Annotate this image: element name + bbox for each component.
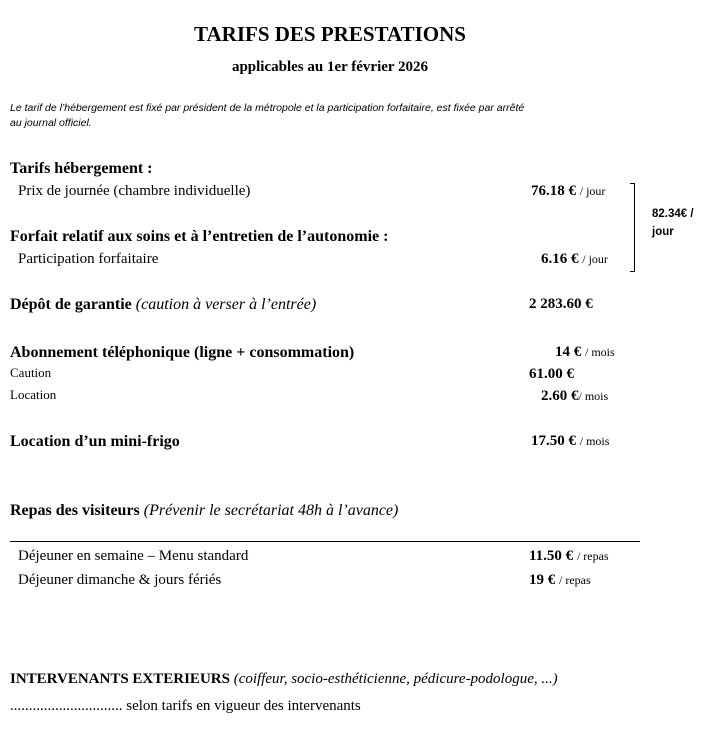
location-price — [541, 388, 608, 405]
repas-item-label: Déjeuner en semaine – Menu standard — [18, 548, 249, 564]
total-line-1: 82.34€ / — [652, 208, 694, 220]
telephone-heading: Abonnement téléphonique (ligne + consommation) — [10, 344, 355, 361]
depot-note: (caution à verser à l’entrée) — [135, 296, 317, 313]
intervenants-heading: INTERVENANTS EXTERIEURS — [10, 671, 230, 687]
participation-price — [541, 251, 608, 268]
prix-journee-value: 76.18 € — [531, 183, 576, 199]
telephone-price — [555, 344, 615, 361]
telephone-unit: / mois — [585, 345, 615, 359]
prix-journee-label: Prix de journée (chambre individuelle) — [18, 183, 251, 199]
repas-item-price — [529, 572, 591, 589]
depot-price: 2 283.60 € — [529, 296, 593, 312]
intervenants-note: (coiffeur, socio-esthéticienne, pédicure-podologue, ...) — [233, 671, 558, 687]
hebergement-heading: Tarifs hébergement : — [10, 160, 153, 177]
total-bracket — [630, 183, 635, 272]
frigo-price — [531, 433, 609, 450]
caution-price: 61.00 € — [529, 366, 574, 382]
repas-label: Repas des visiteurs — [10, 502, 140, 519]
depot-label: Dépôt de garantie — [10, 296, 132, 313]
repas-note: (Prévenir le secrétariat 48h à l’avance) — [143, 502, 399, 519]
participation-unit: / jour — [582, 252, 608, 266]
location-label: Location — [10, 387, 57, 402]
total-line-2: jour — [652, 226, 674, 238]
location-value: 2.60 € — [541, 388, 579, 404]
repas-item-label: Déjeuner dimanche & jours fériés — [18, 572, 222, 588]
participation-value: 6.16 € — [541, 251, 579, 267]
frigo-label: Location d’un mini-frigo — [10, 433, 180, 450]
page-title: TARIFS DES PRESTATIONS — [194, 22, 466, 46]
repas-item-price — [529, 548, 609, 565]
location-unit: / mois — [578, 389, 609, 403]
repas-item-unit: / repas — [576, 549, 609, 563]
repas-divider — [10, 541, 640, 542]
repas-item-value: 19 € — [529, 572, 556, 588]
intervenants-tail: selon tarifs en vigueur des intervenants — [126, 698, 361, 714]
intervenants-paragraph — [10, 666, 660, 720]
repas-item-value: 11.50 € — [529, 548, 574, 564]
prix-journee-price — [531, 183, 605, 200]
prix-journee-unit: / jour — [579, 184, 606, 198]
page-subtitle: applicables au 1er février 2026 — [231, 59, 429, 75]
intervenants-dots: .............................. — [10, 698, 123, 714]
participation-label: Participation forfaitaire — [18, 251, 159, 267]
telephone-value: 14 € — [555, 344, 582, 360]
intro-line-2: au journal officiel. — [10, 117, 92, 129]
caution-label: Caution — [10, 365, 52, 380]
repas-item-unit: / repas — [559, 573, 591, 587]
depot-heading — [10, 296, 316, 314]
forfait-heading: Forfait relatif aux soins et à l’entretien de l’autonomie : — [10, 228, 389, 245]
frigo-unit: / mois — [579, 434, 610, 448]
frigo-value: 17.50 € — [531, 433, 576, 449]
intro-line-1: Le tarif de l’hébergement est fixé par président de la métropole et la participation forfaitaire, est fixée par arrêté — [10, 102, 525, 114]
repas-heading — [10, 502, 398, 520]
